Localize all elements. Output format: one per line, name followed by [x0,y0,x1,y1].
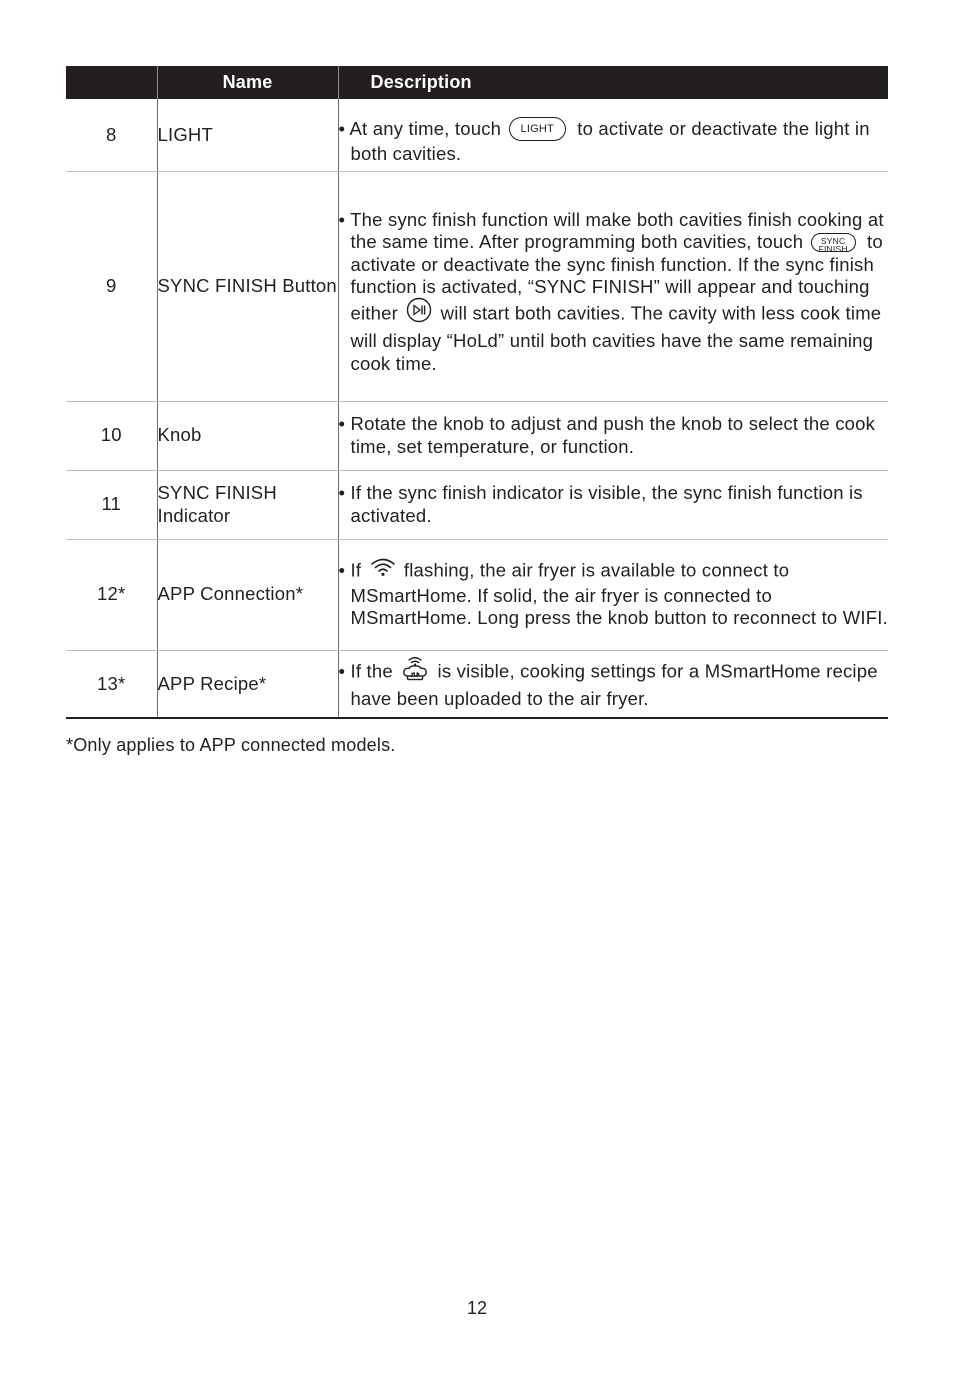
row-name: LIGHT [157,99,338,171]
row-name: Knob [157,401,338,470]
description-text: • Rotate the knob to adjust and push the knob to select the cook time, set temperature, or function. [338,413,876,457]
row-description [338,99,888,171]
app-recipe-icon [401,655,429,687]
row-number: 8 [66,99,157,171]
table-header-row [66,66,888,99]
description-text: will start both cavities. The cavity with less cook time will display “HoLd” until both cavities have the same remaining cook time. [350,302,882,374]
wifi-icon [370,557,396,583]
row-number: 12* [66,539,157,650]
table-row [66,650,888,718]
table-row [66,99,888,171]
table-row [66,171,888,401]
row-number: 13* [66,650,157,718]
row-description [338,171,888,401]
row-number: 11 [66,470,157,539]
description-text: to activate or deactivate the light in both cavities. [350,118,870,164]
description-text: • The sync finish function will make both cavities finish cooking at the same time. After programming both cavities, touch [338,209,884,253]
description-text: • If [338,559,362,581]
description-text: • At any time, touch [338,118,502,140]
description-text: to activate or deactivate the sync finish function. If the sync finish function is activated, “SYNC FINISH” will appear and touching either [350,231,883,324]
description-text: is visible, cooking settings for a MSmartHome recipe have been uploaded to the air fryer. [350,660,878,710]
row-description [338,650,888,718]
light-button-icon: LIGHT [509,117,566,141]
description-text: flashing, the air fryer is available to connect to MSmartHome. If solid, the air fryer is connected to MSmartHome. Long press the knob button to reconnect to WIFI. [350,559,888,629]
description-text: • If the [338,660,393,682]
table-row [66,539,888,650]
page-number: 12 [466,1298,488,1318]
row-description [338,401,888,470]
header-description: Description [338,66,888,99]
play-pause-icon [406,297,432,328]
row-name: SYNC FINISH Button [157,171,338,401]
header-name: Name [157,66,338,99]
row-name: SYNC FINISH Indicator [157,470,338,539]
row-number: 9 [66,171,157,401]
row-name: APP Recipe* [157,650,338,718]
header-number [66,66,157,99]
table-row [66,470,888,539]
row-description [338,539,888,650]
description-text: • If the sync finish indicator is visible, the sync finish function is activated. [338,482,863,526]
footnote: *Only applies to APP connected models. [66,735,396,755]
controls-table [66,66,888,719]
row-description [338,470,888,539]
table-row [66,401,888,470]
sync-finish-button-icon: SYNC FINISH [811,233,856,252]
row-name: APP Connection* [157,539,338,650]
row-number: 10 [66,401,157,470]
